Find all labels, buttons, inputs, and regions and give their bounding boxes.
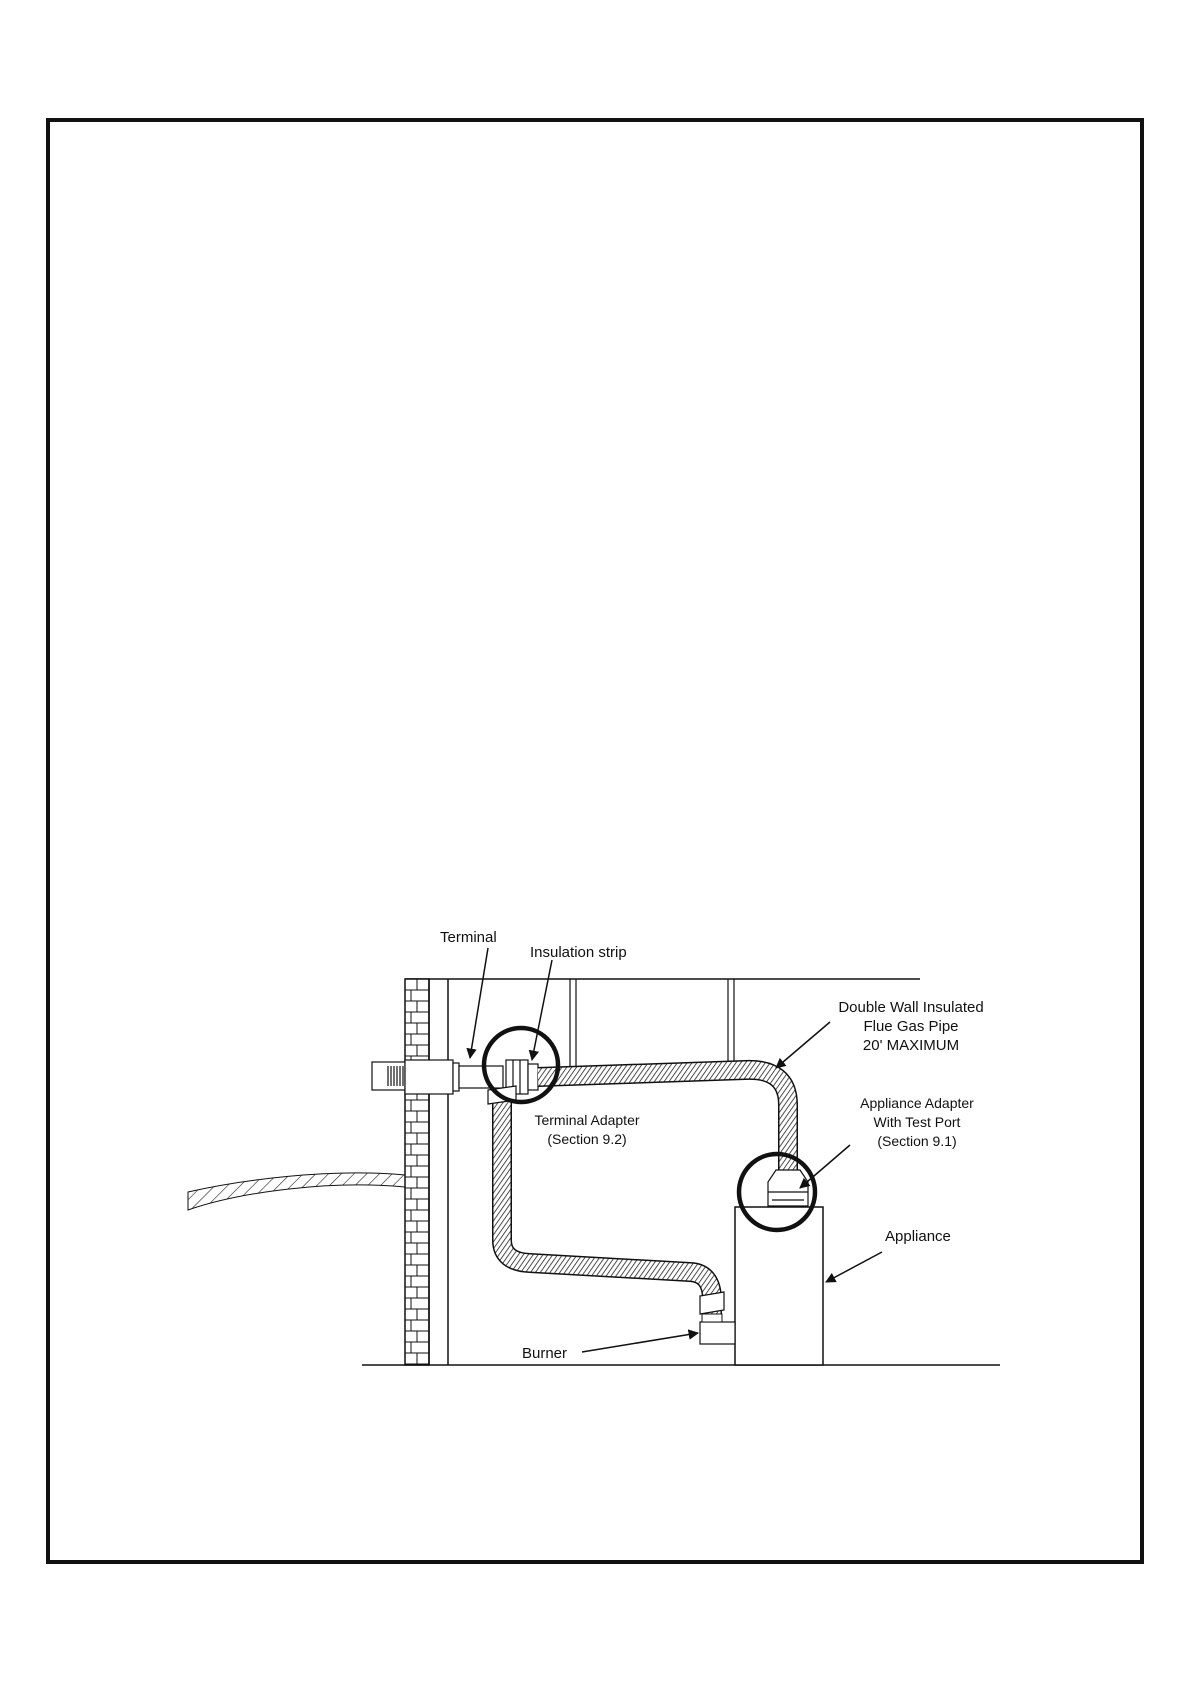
pipe-hangers	[570, 979, 734, 1068]
burner-leader	[582, 1333, 698, 1352]
brick-wall	[405, 979, 448, 1365]
label-appliance: Appliance	[885, 1228, 951, 1245]
label-appliance-adapter-line3: (Section 9.1)	[877, 1133, 957, 1149]
ground-hatch	[188, 1173, 405, 1210]
label-flue-line1: Double Wall Insulated	[838, 999, 984, 1016]
label-terminal-adapter-line2: (Section 9.2)	[547, 1131, 627, 1147]
label-appliance-adapter-line1: Appliance Adapter	[860, 1095, 974, 1111]
label-flue-line2: Flue Gas Pipe	[863, 1018, 959, 1035]
appliance-adapter	[768, 1170, 808, 1206]
flue-pipe-leader	[776, 1022, 830, 1068]
page-frame	[48, 120, 1142, 1562]
label-terminal: Terminal	[440, 929, 497, 946]
appliance-leader	[826, 1252, 882, 1282]
label-burner: Burner	[522, 1345, 568, 1362]
burner-box	[700, 1322, 735, 1344]
label-flue-line3: 20' MAXIMUM	[862, 1037, 960, 1054]
label-appliance-adapter-line2: With Test Port	[873, 1114, 961, 1130]
label-terminal-adapter-line1: Terminal Adapter	[534, 1112, 640, 1128]
insulation-leader	[532, 960, 552, 1060]
label-insulation-strip: Insulation strip	[530, 944, 627, 961]
terminal-leader	[470, 948, 488, 1058]
